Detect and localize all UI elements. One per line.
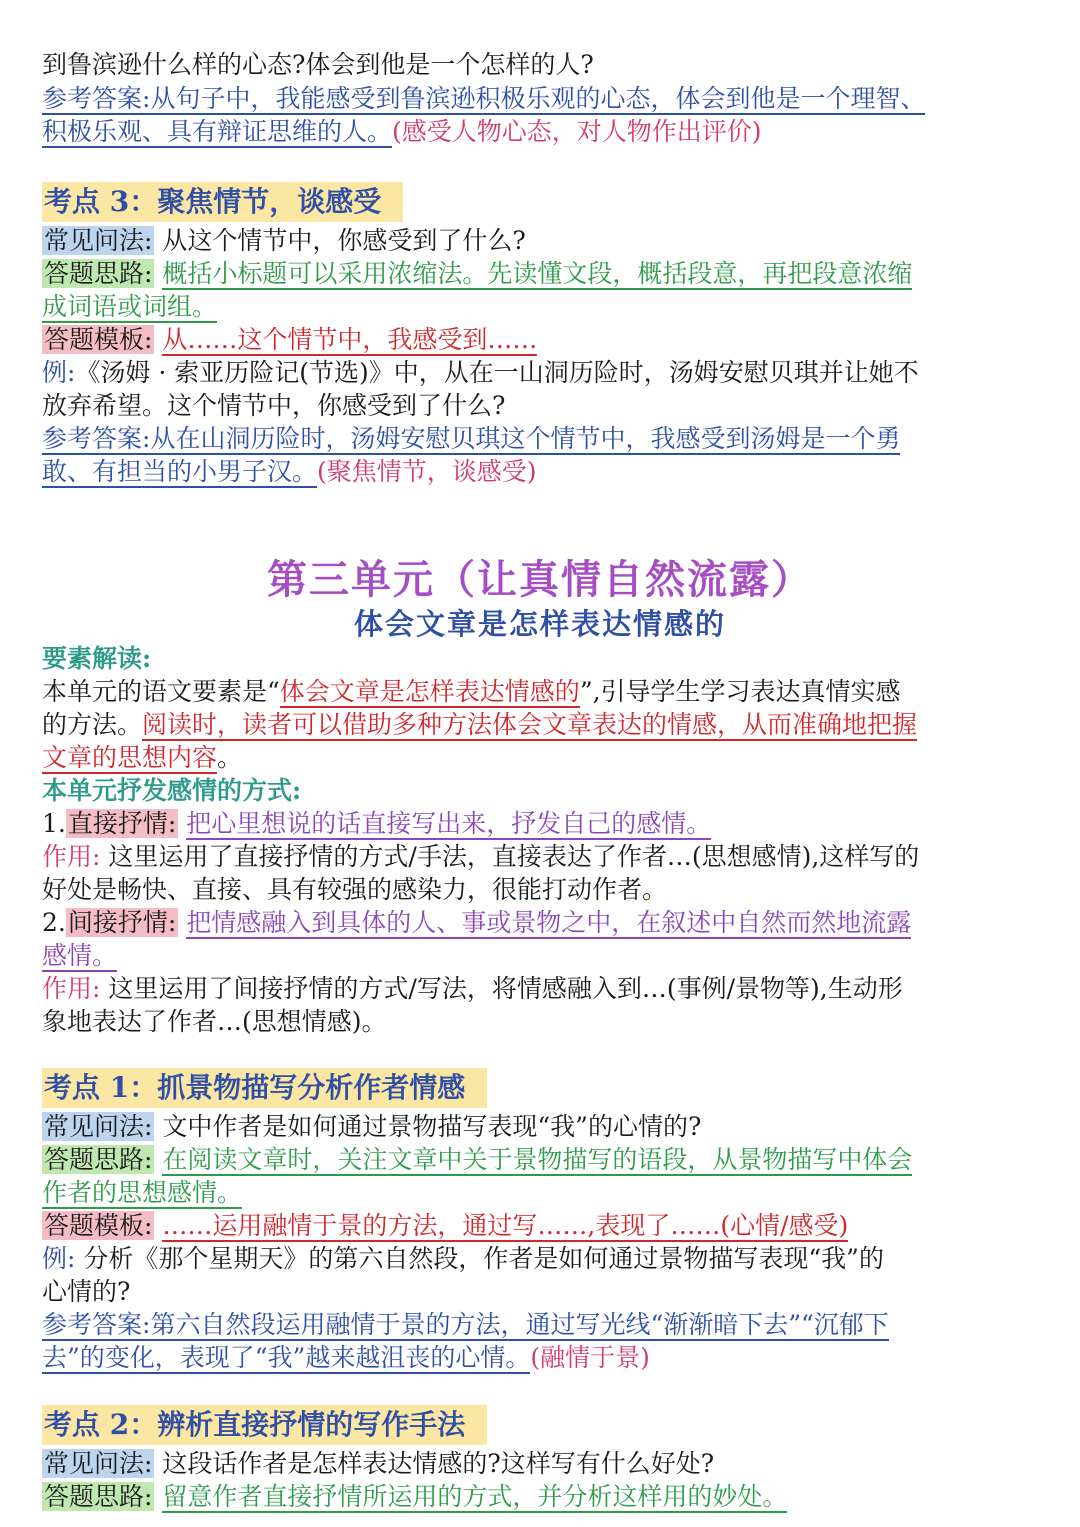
k1-answer-line1: 参考答案:第六自然段运用融情于景的方法，通过写光线“渐渐暗下去”“沉郁下: [42, 1310, 889, 1339]
answer-note: (感受人物心态，对人物作出评价): [392, 117, 762, 146]
k2-common-question: 常见问法: 这段话作者是怎样表达情感的?这样写有什么好处?: [44, 1449, 715, 1478]
yaosu-label: 要素解读:: [42, 644, 152, 673]
unit-title: 第三单元（让真情自然流露）: [267, 556, 813, 603]
k1-example-line1: 例: 分析《那个星期天》的第六自然段，作者是如何通过景物描写表现“我”的: [42, 1244, 884, 1273]
k3-template: 答题模板: 从……这个情节中，我感受到……: [44, 325, 538, 354]
unit-subtitle: 体会文章是怎样表达情感的: [353, 607, 726, 641]
kaodian-2-heading: 考点 2：辨析直接抒情的写作手法: [42, 1405, 487, 1445]
direct-lyric: 1.直接抒情: 把心里想说的话直接写出来，抒发自己的感情。: [42, 809, 712, 838]
fangshi-label: 本单元抒发感情的方式:: [42, 776, 302, 805]
k3-common-question: 常见问法: 从这个情节中，你感受到了什么?: [44, 226, 526, 255]
yaosu-line1: 本单元的语文要素是“体会文章是怎样表达情感的”,引导学生学习表达真情实感: [42, 677, 901, 706]
indirect-effect-line2: 象地表达了作者…(思想情感)。: [42, 1007, 387, 1036]
kaodian-1-heading: 考点 1：抓景物描写分析作者情感: [42, 1068, 487, 1108]
indirect-lyric-line2: 感情。: [42, 941, 118, 970]
indirect-effect-line1: 作用: 这里运用了间接抒情的方式/写法，将情感融入到…(事例/景物等),生动形: [42, 974, 903, 1003]
k3-approach-line1: 答题思路: 概括小标题可以采用浓缩法。先读懂文段，概括段意，再把段意浓缩: [44, 259, 913, 288]
k1-example-line2: 心情的?: [42, 1277, 131, 1306]
k1-approach-line1: 答题思路: 在阅读文章时，关注文章中关于景物描写的语段，从景物描写中体会: [44, 1145, 913, 1174]
question-continuation: 到鲁滨逊什么样的心态?体会到他是一个怎样的人?: [42, 50, 594, 79]
k3-example-line1: 例:《汤姆 · 索亚历险记(节选)》中，从在一山洞历险时，汤姆安慰贝琪并让她不: [42, 358, 919, 387]
direct-effect-line2: 好处是畅快、直接、具有较强的感染力，很能打动作者。: [42, 875, 668, 904]
yaosu-line3: 文章的思想内容。: [42, 743, 243, 772]
indirect-lyric-line1: 2.间接抒情: 把情感融入到具体的人、事或景物之中，在叙述中自然而然地流露: [42, 908, 912, 937]
k2-approach: 答题思路: 留意作者直接抒情所运用的方式，并分析这样用的妙处。: [44, 1482, 788, 1511]
k1-common-question: 常见问法: 文中作者是如何通过景物描写表现“我”的心情的?: [44, 1112, 702, 1141]
k3-answer-line1: 参考答案:从在山洞历险时，汤姆安慰贝琪这个情节中，我感受到汤姆是一个勇: [42, 424, 901, 453]
direct-effect-line1: 作用: 这里运用了直接抒情的方式/手法，直接表达了作者…(思想感情),这样写的: [42, 842, 920, 871]
k3-answer-line2: 敢、有担当的小男子汉。(聚焦情节，谈感受): [42, 457, 537, 486]
reference-answer-line1: 参考答案:从句子中，我能感受到鲁滨逊积极乐观的心态，体会到他是一个理智、: [42, 84, 926, 113]
reference-answer-line2: 积极乐观、具有辩证思维的人。(感受人物心态，对人物作出评价): [42, 117, 762, 146]
yaosu-line2: 的方法。阅读时，读者可以借助多种方法体会文章表达的情感，从而准确地把握: [42, 710, 918, 739]
k1-template: 答题模板: ……运用融情于景的方法，通过写……,表现了……(心情/感受): [44, 1211, 849, 1240]
k3-example-line2: 放弃希望。这个情节中，你感受到了什么?: [42, 391, 506, 420]
kaodian-3-heading: 考点 3：聚焦情节，谈感受: [42, 182, 403, 222]
k1-answer-line2: 去”的变化，表现了“我”越来越沮丧的心情。(融情于景): [42, 1343, 650, 1372]
k1-approach-line2: 作者的思想感情。: [42, 1178, 243, 1207]
k3-approach-line2: 成词语或词组。: [42, 292, 218, 321]
